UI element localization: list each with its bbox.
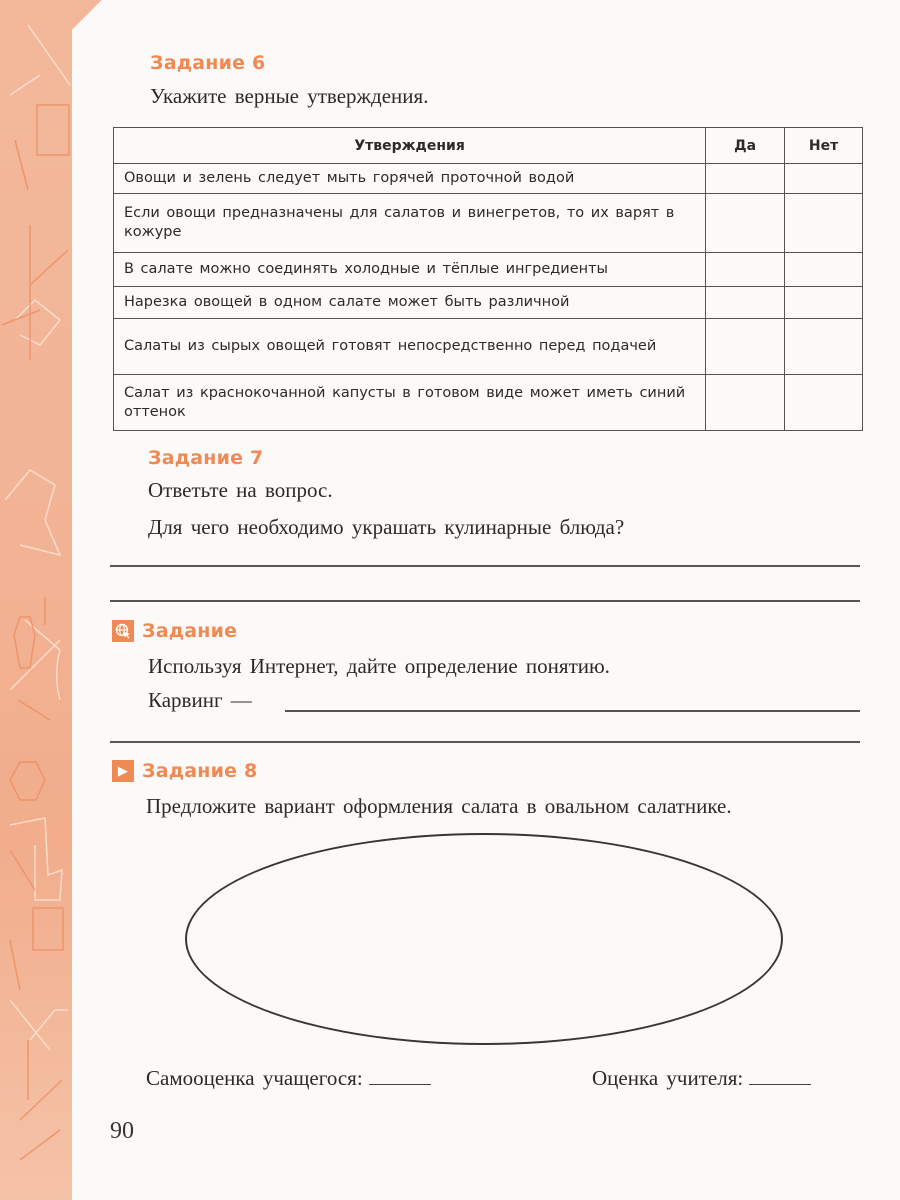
table-row — [114, 253, 863, 287]
statement-cell: Салаты из сырых овощей готовят непосредственно перед подачей — [114, 319, 706, 375]
teacher-grade-field[interactable] — [749, 1067, 811, 1085]
task-7-title — [148, 447, 263, 469]
header-yes: Да — [706, 128, 785, 164]
no-answer-cell[interactable] — [785, 164, 863, 194]
carving-definition-line-2[interactable] — [110, 741, 860, 743]
task-7-instruction: Ответьте на вопрос. — [148, 478, 333, 502]
yes-answer-cell[interactable] — [706, 375, 785, 431]
self-assessment — [146, 1066, 431, 1091]
header-statements: Утверждения — [114, 128, 706, 164]
header-no: Нет — [785, 128, 863, 164]
carving-definition-line[interactable] — [285, 710, 860, 712]
internet-task-title-text: Задание — [142, 620, 238, 642]
task-6-title-text: Задание 6 — [150, 52, 266, 74]
carving-term-label: Карвинг — — [148, 688, 252, 712]
globe-cursor-icon-svg — [115, 623, 131, 639]
no-answer-cell[interactable] — [785, 194, 863, 253]
internet-task-instruction: Используя Интернет, дайте определение понятию. — [148, 654, 610, 678]
page-corner-decoration — [72, 0, 102, 30]
task-6-instruction: Укажите верные утверждения. — [150, 84, 429, 108]
answer-line[interactable] — [110, 565, 860, 567]
statement-cell: Нарезка овощей в одном салате может быть различной — [114, 287, 706, 319]
table-row — [114, 164, 863, 194]
statement-cell: Салат из краснокочанной капусты в готовом виде может иметь синий оттенок — [114, 375, 706, 431]
yes-answer-cell[interactable] — [706, 287, 785, 319]
statements-table — [113, 127, 863, 431]
decorative-side-strip — [0, 0, 72, 1200]
statement-cell: Если овощи предназначены для салатов и винегретов, то их варят в кожуре — [114, 194, 706, 253]
no-answer-cell[interactable] — [785, 375, 863, 431]
no-answer-cell[interactable] — [785, 287, 863, 319]
task-8-title-text: Задание 8 — [142, 760, 258, 782]
no-answer-cell[interactable] — [785, 253, 863, 287]
teacher-grade — [592, 1066, 811, 1091]
table-row — [114, 319, 863, 375]
task-7-question: Для чего необходимо украшать кулинарные блюда? — [148, 515, 625, 539]
statement-cell: В салате можно соединять холодные и тёплые ингредиенты — [114, 253, 706, 287]
task-7-title-text: Задание 7 — [148, 447, 264, 469]
self-assessment-label: Самооценка учащегося: — [146, 1066, 363, 1090]
internet-task-title — [112, 620, 237, 642]
table-row — [114, 287, 863, 319]
task-6-title — [150, 52, 265, 74]
table-header-row — [114, 128, 863, 164]
page-number: 90 — [110, 1118, 134, 1144]
table-row — [114, 375, 863, 431]
statement-cell: Овощи и зелень следует мыть горячей проточной водой — [114, 164, 706, 194]
yes-answer-cell[interactable] — [706, 319, 785, 375]
yes-answer-cell[interactable] — [706, 253, 785, 287]
answer-line[interactable] — [110, 600, 860, 602]
task-8-instruction: Предложите вариант оформления салата в овальном салатнике. — [146, 794, 732, 818]
task-8-title — [112, 760, 257, 782]
oval-salad-bowl-drawing-area[interactable] — [185, 833, 783, 1045]
no-answer-cell[interactable] — [785, 319, 863, 375]
self-assessment-field[interactable] — [369, 1067, 431, 1085]
play-triangle-icon: ▶ — [112, 760, 134, 782]
yes-answer-cell[interactable] — [706, 164, 785, 194]
table-row — [114, 194, 863, 253]
yes-answer-cell[interactable] — [706, 194, 785, 253]
geometric-shapes-decoration — [0, 0, 72, 1200]
teacher-grade-label: Оценка учителя: — [592, 1066, 744, 1090]
globe-cursor-icon — [112, 620, 134, 642]
